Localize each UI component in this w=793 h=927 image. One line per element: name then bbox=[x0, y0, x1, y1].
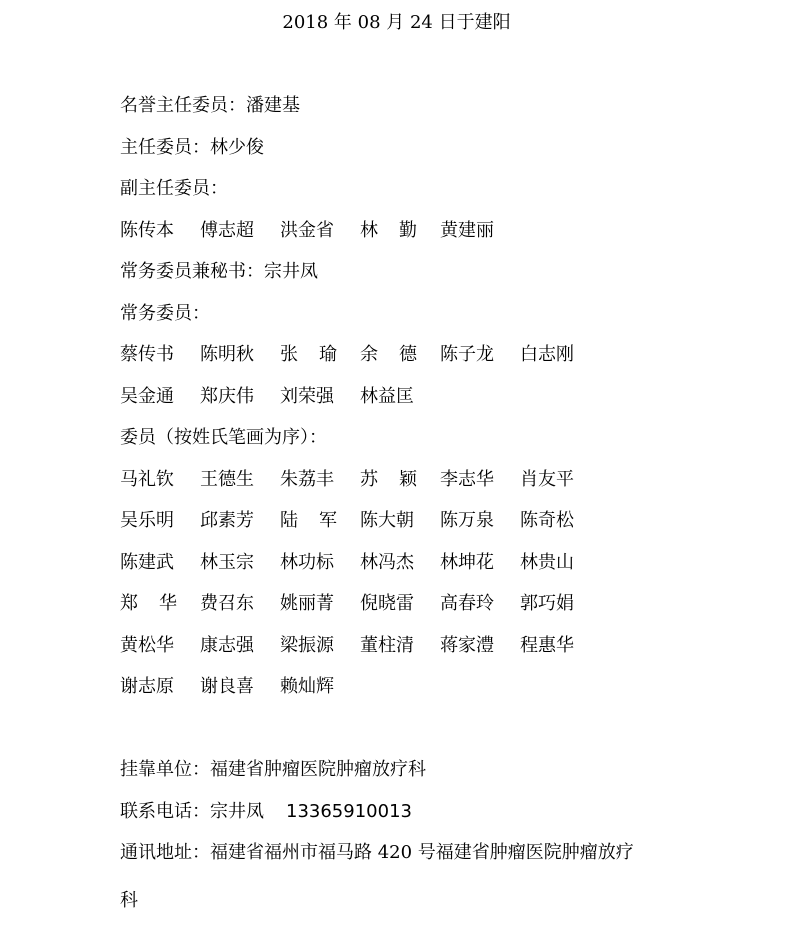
member-name: 姚丽菁 bbox=[280, 593, 334, 614]
vice-chairs-heading: 副主任委员： bbox=[120, 178, 228, 199]
address-value-line1: 福建省福州市福马路 420 号福建省肿瘤医院肿瘤放疗 bbox=[210, 842, 634, 863]
chair-label: 主任委员： bbox=[120, 136, 210, 158]
members-row bbox=[120, 674, 720, 716]
member-name: 程惠华 bbox=[520, 634, 574, 656]
member-name: 蔡传书 bbox=[120, 344, 174, 365]
secretary-label: 常务委员兼秘书： bbox=[120, 261, 264, 282]
member-name: 谢志原 bbox=[120, 676, 174, 697]
member-name: 陈传本 bbox=[120, 219, 174, 241]
secretary-name: 宗井凤 bbox=[264, 261, 318, 282]
standing-members-row bbox=[120, 342, 720, 384]
member-name: 洪金省 bbox=[280, 219, 334, 241]
chair-name: 林少俊 bbox=[210, 136, 264, 158]
member-name: 林坤花 bbox=[440, 551, 494, 573]
member-name: 费召东 bbox=[200, 593, 254, 614]
member-name: 陈万泉 bbox=[440, 510, 494, 531]
secretary-line bbox=[120, 259, 720, 301]
members-row bbox=[120, 633, 720, 675]
standing-members-heading: 常务委员： bbox=[120, 302, 210, 324]
member-name: 白志刚 bbox=[520, 344, 574, 365]
member-name: 马礼钦 bbox=[120, 468, 174, 490]
member-name: 邱素芳 bbox=[200, 510, 254, 531]
member-name: 陈大朝 bbox=[360, 510, 414, 531]
address-value-line2: 科 bbox=[120, 890, 138, 911]
member-name: 黄建丽 bbox=[440, 219, 494, 241]
committee-list bbox=[120, 93, 720, 914]
member-name: 梁振源 bbox=[280, 634, 334, 656]
members-row bbox=[120, 550, 720, 592]
standing-members-row bbox=[120, 384, 720, 426]
member-name: 林 勤 bbox=[360, 219, 417, 241]
member-name: 王德生 bbox=[200, 468, 254, 490]
chair-line bbox=[120, 135, 720, 177]
member-name: 朱荔丰 bbox=[280, 468, 334, 490]
member-name: 林益匡 bbox=[360, 385, 414, 407]
member-name: 肖友平 bbox=[520, 468, 574, 490]
member-name: 倪晓雷 bbox=[360, 593, 414, 614]
member-name: 蒋家澧 bbox=[440, 634, 494, 656]
document-date: 2018 年 08 月 24 日于建阳 bbox=[282, 12, 511, 33]
members-row bbox=[120, 467, 720, 509]
member-name: 郑 华 bbox=[120, 593, 177, 614]
honorary-chair-label: 名誉主任委员： bbox=[120, 95, 246, 116]
member-name: 吴金通 bbox=[120, 385, 174, 407]
member-name: 郭巧娟 bbox=[520, 593, 574, 614]
member-name: 吴乐明 bbox=[120, 510, 174, 531]
affiliation-line bbox=[120, 757, 720, 799]
member-name: 余 德 bbox=[360, 344, 417, 365]
member-name: 陈奇松 bbox=[520, 510, 574, 531]
member-name: 郑庆伟 bbox=[200, 385, 254, 407]
affiliation-label: 挂靠单位： bbox=[120, 759, 210, 780]
member-name: 陈子龙 bbox=[440, 344, 494, 365]
member-name: 黄松华 bbox=[120, 634, 174, 656]
member-name: 康志强 bbox=[200, 634, 254, 656]
member-name: 赖灿辉 bbox=[280, 676, 334, 697]
member-name: 谢良喜 bbox=[200, 676, 254, 697]
members-row bbox=[120, 591, 720, 633]
member-name: 林贵山 bbox=[520, 551, 574, 573]
address-line bbox=[120, 840, 720, 866]
address-label: 通讯地址： bbox=[120, 842, 210, 863]
member-name: 陆 军 bbox=[280, 510, 337, 531]
member-name: 张 瑜 bbox=[280, 344, 337, 365]
member-name: 林冯杰 bbox=[360, 551, 414, 573]
members-heading: 委员（按姓氏笔画为序）： bbox=[120, 427, 327, 448]
vice-chairs-row bbox=[120, 218, 720, 260]
member-name: 陈建武 bbox=[120, 551, 174, 573]
member-name: 苏 颖 bbox=[360, 468, 417, 490]
member-name: 董柱清 bbox=[360, 634, 414, 656]
member-name: 林玉宗 bbox=[200, 551, 254, 573]
affiliation-value: 福建省肿瘤医院肿瘤放疗科 bbox=[210, 759, 426, 780]
member-name: 刘荣强 bbox=[280, 385, 334, 407]
contact-label: 联系电话： bbox=[120, 800, 210, 822]
contact-phone: 13365910013 bbox=[286, 800, 412, 822]
honorary-chair-line bbox=[120, 93, 720, 135]
member-name: 傅志超 bbox=[200, 219, 254, 241]
honorary-chair-name: 潘建基 bbox=[246, 95, 300, 116]
contact-line bbox=[120, 799, 720, 841]
member-name: 陈明秋 bbox=[200, 344, 254, 365]
member-name: 高春玲 bbox=[440, 593, 494, 614]
contact-person: 宗井凤 bbox=[210, 800, 264, 822]
member-name: 李志华 bbox=[440, 468, 494, 490]
member-name: 林功标 bbox=[280, 551, 334, 573]
members-row bbox=[120, 508, 720, 550]
spacer bbox=[120, 716, 720, 758]
